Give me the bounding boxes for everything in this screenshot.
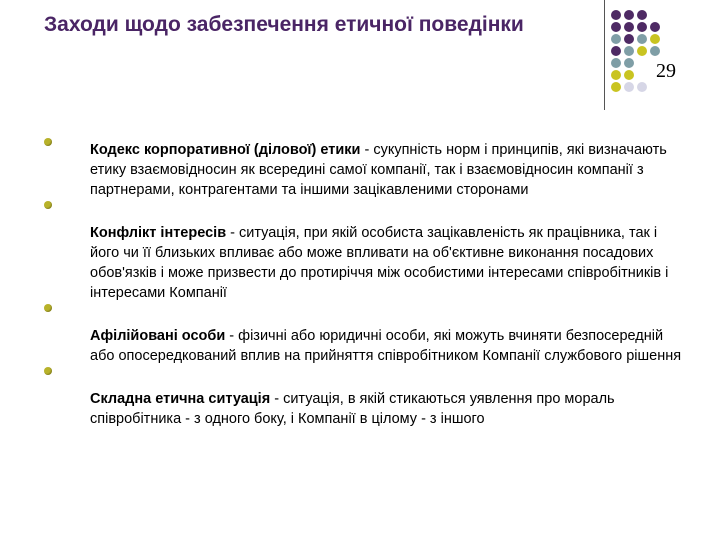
decorative-dot (611, 34, 621, 44)
page-number: 29 (656, 60, 676, 82)
decorative-dot (650, 34, 660, 44)
decorative-dot (624, 34, 634, 44)
decorative-dot (650, 46, 660, 56)
item-term: Кодекс корпоративної (ділової) етики (90, 142, 361, 158)
item-text: - сукупність норм і принципів, які визначають етику взаємовідносин як всередині самої компанії, так і взаємовідносин компанії з партнерами, контрагентами та іншими зацікавленими сторонами (90, 142, 667, 198)
divider-line (604, 0, 605, 110)
decorative-dot (611, 46, 621, 56)
decorative-dot (611, 10, 621, 20)
list-item (44, 369, 684, 429)
decorative-dot (611, 82, 621, 92)
item-term: Конфлікт інтересів (90, 225, 227, 241)
decorative-dot (624, 82, 634, 92)
decorative-dot (611, 22, 621, 32)
decorative-dot (637, 82, 647, 92)
decorative-dot (624, 70, 634, 80)
list-item (44, 203, 684, 303)
decorative-dot (624, 46, 634, 56)
list-item (44, 140, 684, 200)
item-text: - фізичні або юридичні особи, які можуть вчиняти безпосередній або опосередкований вплив на прийняття співробітником Компанії службового рішення (90, 328, 682, 364)
decorative-dot (637, 22, 647, 32)
bullet-icon (44, 367, 52, 375)
list-item (44, 306, 684, 366)
decorative-dot (637, 46, 647, 56)
item-text: - ситуація, в якій стикаються уявлення про мораль співробітника - з одного боку, і Компанії в цілому - з іншого (90, 391, 615, 427)
bullet-icon (44, 201, 52, 209)
decorative-dot (624, 10, 634, 20)
item-term: Складна етична ситуація (90, 391, 271, 407)
bullet-list (44, 140, 684, 429)
decorative-dot (611, 58, 621, 68)
decorative-dot (637, 34, 647, 44)
item-text: - ситуація, при якій особиста зацікавленість як працівника, так і його чи її близьких впливає або може впливати на об'єктивне виконання посадових обов'язків і може призвести до протиріччя між особистими інтересами співробітників і інтересами Компанії (90, 225, 669, 301)
slide-title: Заходи щодо забезпечення етичної поведінки (44, 13, 524, 36)
decorative-dot (611, 70, 621, 80)
decorative-dot (624, 22, 634, 32)
bullet-icon (44, 138, 52, 146)
decorative-dot (650, 22, 660, 32)
bullet-icon (44, 304, 52, 312)
decorative-dot (637, 10, 647, 20)
item-term: Афілійовані особи (90, 328, 226, 344)
decorative-dot (624, 58, 634, 68)
